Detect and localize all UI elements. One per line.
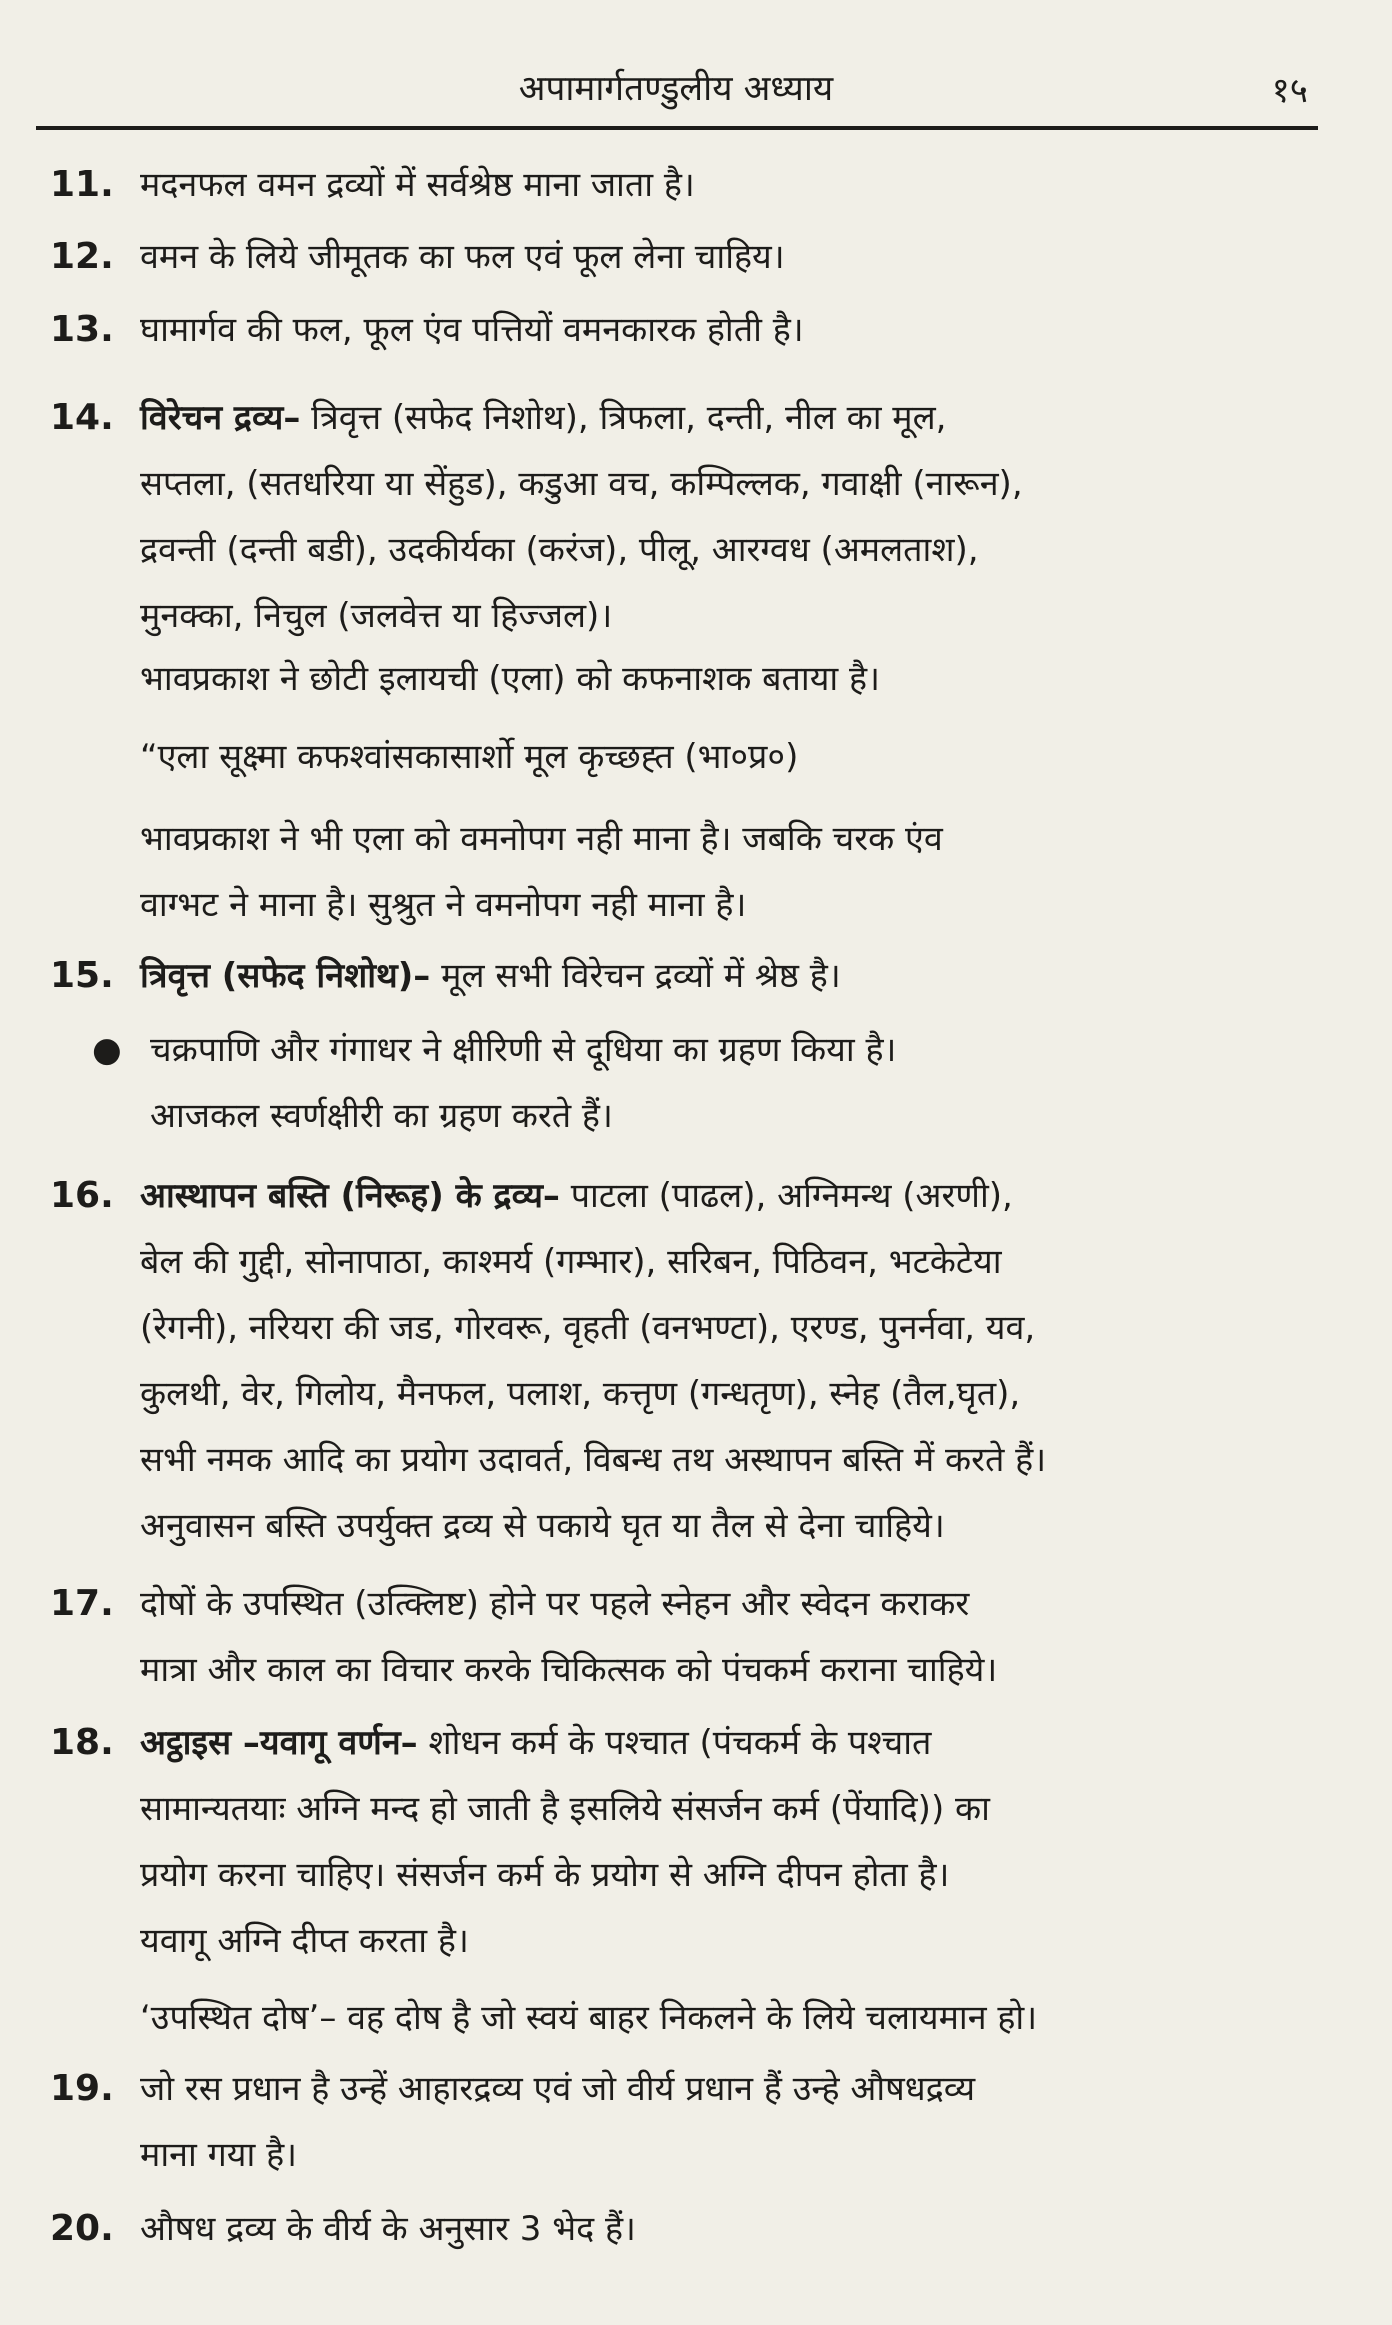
bullet-paragraph	[150, 1017, 1335, 1149]
item-number: 14.	[50, 397, 114, 438]
header-rule	[36, 126, 1318, 130]
bullet-icon: ●	[92, 1030, 122, 1070]
note-line: वाग्भट ने माना है। सुश्रुत ने वमनोपग नही माना है।	[140, 885, 747, 925]
item-text: (रेगनी), नरियरा की जड, गोरवरू, वृहती (वनभण्टा), एरण्ड, पुनर्नवा, यव,	[140, 1308, 1036, 1348]
item-number: 20.	[50, 2208, 114, 2249]
item-text: वमन के लिये जीमूतक का फल एवं फूल लेना चाहिय।	[140, 237, 785, 277]
item-text: मुनक्का, निचुल (जलवेत्त या हिज्जल)।	[140, 596, 613, 636]
item-number: 11.	[50, 164, 114, 205]
item-text: शोधन कर्म के पश्चात (पंचकर्म के पश्चात	[428, 1723, 932, 1763]
item-text: औषध द्रव्य के वीर्य के अनुसार 3 भेद हैं।	[140, 2209, 636, 2249]
note-paragraph	[140, 806, 1325, 938]
item-text: दोषों के उपस्थित (उत्क्लिष्ट) होने पर पहले स्नेहन और स्वेदन कराकर	[140, 1584, 970, 1624]
item-text: यवागू अग्नि दीप्त करता है।	[140, 1921, 469, 1961]
definition-paragraph: ‘उपस्थित दोष’– वह दोष है जो स्वयं बाहर निकलने के लिये चलायमान हो।	[140, 1998, 1038, 2038]
quote-paragraph: “एला सूक्ष्मा कफश्वांसकासार्शो मूल कृच्छह्त (भा०प्र०)	[140, 737, 799, 777]
item-number: 13.	[50, 309, 114, 350]
item-number: 16.	[50, 1175, 114, 1216]
bullet-line: आजकल स्वर्णक्षीरी का ग्रहण करते हैं।	[150, 1096, 613, 1136]
item-text: प्रयोग करना चाहिए। संसर्जन कर्म के प्रयोग से अग्नि दीपन होता है।	[140, 1855, 950, 1895]
item-text: मात्रा और काल का विचार करके चिकित्सक को पंचकर्म कराना चाहिये।	[140, 1650, 998, 1690]
item-text: द्रवन्ती (दन्ती बडी), उदकीर्यका (करंज), पीलू, आरग्वध (अमलताश),	[140, 530, 979, 570]
item-text: त्रिवृत्त (सफेद निशोथ), त्रिफला, दन्ती, नील का मूल,	[311, 398, 947, 438]
note-line: भावप्रकाश ने भी एला को वमनोपग नही माना है। जबकि चरक एंव	[140, 819, 943, 859]
item-text: सभी नमक आदि का प्रयोग उदावर्त, विबन्ध तथ अस्थापन बस्ति में करते हैं।	[140, 1440, 1047, 1480]
item-number: 19.	[50, 2068, 114, 2109]
item-text: सामान्यतयाः अग्नि मन्द हो जाती है इसलिये संसर्जन कर्म (पेंयादि)) का	[140, 1789, 990, 1829]
chapter-title: अपामार्गतण्डुलीय अध्याय	[518, 69, 834, 109]
item-number: 15.	[50, 955, 114, 996]
item-text: कुलथी, वेर, गिलोय, मैनफल, पलाश, कत्तृण (गन्धतृण), स्नेह (तैल,घृत),	[140, 1374, 1021, 1414]
item-text: पाटला (पाढल), अग्निमन्थ (अरणी),	[570, 1176, 1013, 1216]
item-text: जो रस प्रधान है उन्हें आहारद्रव्य एवं जो वीर्य प्रधान हैं उन्हे औषधद्रव्य	[140, 2069, 976, 2109]
item-number: 18.	[50, 1722, 114, 1763]
item-text: मूल सभी विरेचन द्रव्यों में श्रेष्ठ है।	[441, 956, 841, 996]
item-number: 17.	[50, 1583, 114, 1624]
item-text: सप्तला, (सतधरिया या सेंहुड), कडुआ वच, कम्पिल्लक, गवाक्षी (नारून),	[140, 464, 1023, 504]
page-number: १५	[1271, 71, 1308, 111]
note-paragraph: अनुवासन बस्ति उपर्युक्त द्रव्य से पकाये घृत या तैल से देना चाहिये।	[140, 1506, 945, 1546]
item-heading: त्रिवृत्त (सफेद निशोथ)–	[140, 956, 431, 996]
note-paragraph: भावप्रकाश ने छोटी इलायची (एला) को कफनाशक बताया है।	[140, 659, 880, 699]
item-text: माना गया है।	[140, 2135, 298, 2175]
item-text: घामार्गव की फल, फूल एंव पत्तियों वमनकारक होती है।	[140, 310, 804, 350]
bullet-line: चक्रपाणि और गंगाधर ने क्षीरिणी से दूधिया का ग्रहण किया है।	[150, 1030, 897, 1070]
item-text: मदनफल वमन द्रव्यों में सर्वश्रेष्ठ माना जाता है।	[140, 165, 695, 205]
item-heading: आस्थापन बस्ति (निरूह) के द्रव्य–	[140, 1176, 560, 1216]
item-text: बेल की गुद्दी, सोनापाठा, काश्मर्य (गम्भार), सरिबन, पिठिवन, भटकेटेया	[140, 1242, 1002, 1282]
item-number: 12.	[50, 236, 114, 277]
item-heading: विरेचन द्रव्य–	[140, 398, 301, 438]
page-header	[36, 62, 1316, 128]
item-heading: अट्ठाइस –यवागू वर्णन–	[140, 1723, 418, 1763]
